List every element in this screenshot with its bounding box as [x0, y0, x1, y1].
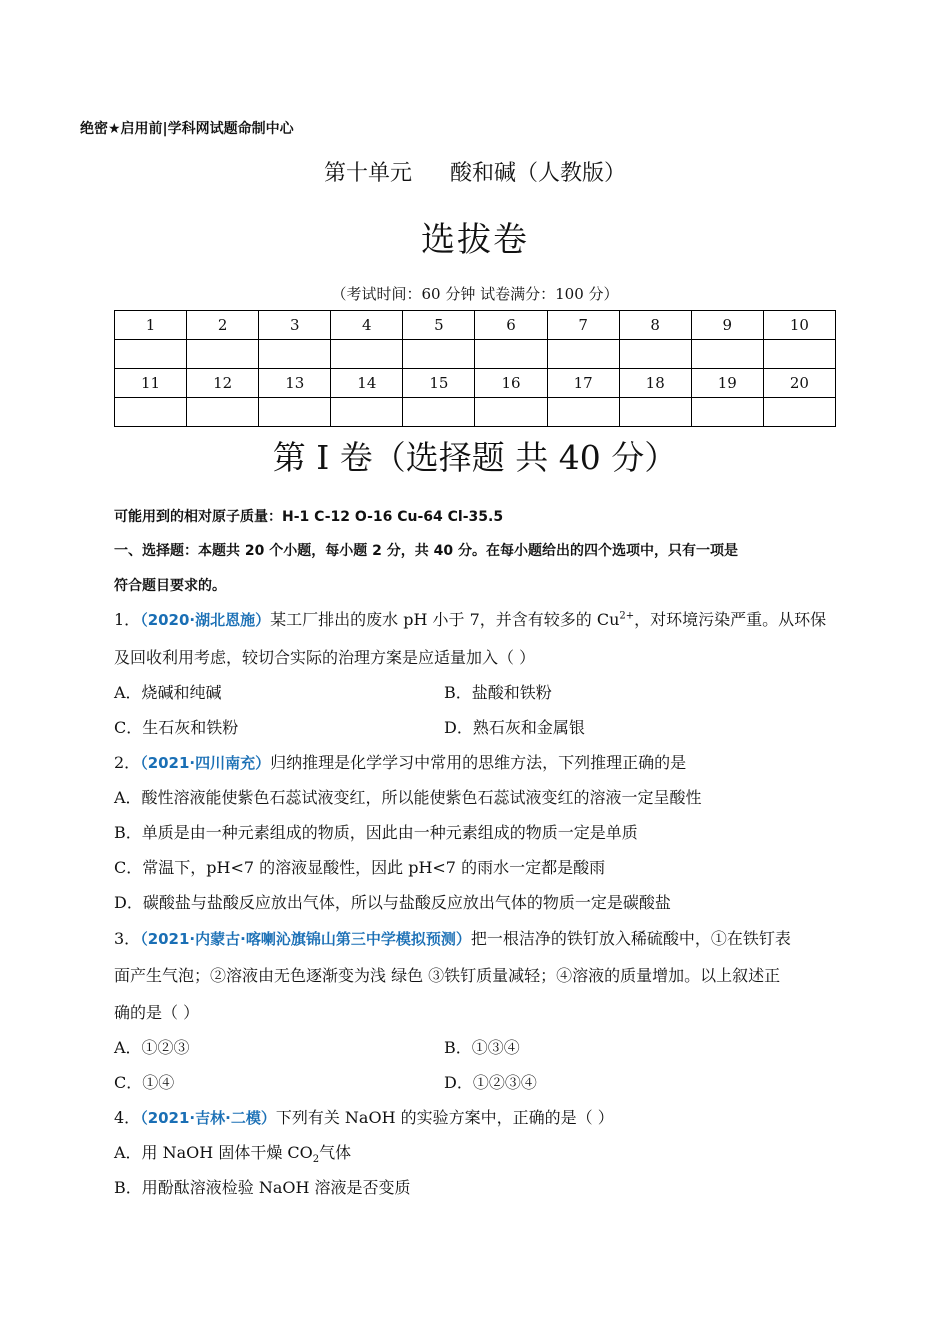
question-2-option-d[interactable]: D．碳酸盐与盐酸反应放出气体，所以与盐酸反应放出气体的物质一定是碳酸盐	[114, 893, 671, 912]
question-4-stem	[114, 1105, 614, 1128]
instruction-line-1: 一、选择题：本题共 20 个小题，每小题 2 分，共 40 分。在每小题给出的四个选项中，只有一项是	[114, 543, 738, 559]
answer-table-header-row-2	[115, 369, 836, 398]
answer-number-cell: 17	[547, 369, 619, 398]
answer-number-cell: 13	[259, 369, 331, 398]
volume-title: 第 I 卷（选择题 共 40 分）	[272, 438, 678, 477]
question-source: （2021·内蒙古·喀喇沁旗锦山第三中学模拟预测）	[140, 930, 471, 948]
answer-number-cell: 19	[691, 369, 763, 398]
question-number: 2．	[114, 753, 141, 772]
answer-blank-cell[interactable]	[691, 340, 763, 369]
answer-number-cell: 2	[187, 311, 259, 340]
answer-number-cell: 18	[619, 369, 691, 398]
question-3-option-a[interactable]: A．①②③	[114, 1038, 190, 1057]
answer-number-cell: 1	[115, 311, 187, 340]
answer-blank-cell[interactable]	[115, 340, 187, 369]
question-3-stem-line-3: 确的是（ ）	[114, 1003, 200, 1022]
answer-blank-cell[interactable]	[763, 398, 835, 427]
answer-number-cell: 14	[331, 369, 403, 398]
question-text: 归纳推理是化学学习中常用的思维方法，下列推理正确的是	[270, 753, 687, 772]
question-1-option-a[interactable]: A．烧碱和纯碱	[114, 683, 222, 702]
atomic-mass-line: 可能用到的相对原子质量：H-1 C-12 O-16 Cu-64 Cl-35.5	[114, 509, 504, 525]
answer-number-cell: 5	[403, 311, 475, 340]
answer-blank-cell[interactable]	[763, 340, 835, 369]
question-number: 4．	[114, 1108, 141, 1127]
answer-blank-cell[interactable]	[259, 340, 331, 369]
answer-blank-cell[interactable]	[403, 398, 475, 427]
answer-blank-cell[interactable]	[187, 340, 259, 369]
question-1-option-d[interactable]: D．熟石灰和金属银	[444, 718, 585, 737]
answer-table-blank-row-2	[115, 398, 836, 427]
answer-number-cell: 7	[547, 311, 619, 340]
answer-blank-cell[interactable]	[259, 398, 331, 427]
instruction-line-2: 符合题目要求的。	[114, 578, 226, 594]
paper-title: 选拔卷	[421, 220, 529, 260]
answer-blank-cell[interactable]	[475, 340, 547, 369]
answer-number-cell: 9	[691, 311, 763, 340]
answer-table-blank-row-1	[115, 340, 836, 369]
answer-blank-cell[interactable]	[331, 340, 403, 369]
answer-blank-cell[interactable]	[619, 340, 691, 369]
answer-number-cell: 3	[259, 311, 331, 340]
question-number: 3．	[114, 929, 141, 948]
answer-number-cell: 20	[763, 369, 835, 398]
answer-blank-cell[interactable]	[547, 340, 619, 369]
answer-blank-cell[interactable]	[403, 340, 475, 369]
question-3-option-d[interactable]: D．①②③④	[444, 1073, 537, 1092]
answer-table	[114, 310, 836, 427]
question-1-stem-line-2: 及回收利用考虑，较切合实际的治理方案是应适量加入（ ）	[114, 648, 536, 667]
question-4-option-a[interactable]	[114, 1140, 351, 1165]
question-3-stem	[114, 926, 791, 949]
answer-blank-cell[interactable]	[187, 398, 259, 427]
question-3-stem-line-2: 面产生气泡；②溶液由无色逐渐变为浅 绿色 ③铁钉质量减轻；④溶液的质量增加。以上叙述正	[114, 966, 781, 985]
answer-number-cell: 4	[331, 311, 403, 340]
question-2-option-c[interactable]: C．常温下，pH<7 的溶液显酸性，因此 pH<7 的雨水一定都是酸雨	[114, 858, 606, 877]
question-2-stem	[114, 750, 686, 773]
question-text: ，对环境污染严重。从环保	[634, 610, 827, 629]
subscript: 2	[312, 1154, 320, 1166]
answer-number-cell: 12	[187, 369, 259, 398]
question-source: （2020·湖北恩施）	[140, 611, 271, 629]
answer-blank-cell[interactable]	[619, 398, 691, 427]
answer-number-cell: 16	[475, 369, 547, 398]
question-2-option-b[interactable]: B．单质是由一种元素组成的物质，因此由一种元素组成的物质一定是单质	[114, 823, 638, 842]
question-number: 1．	[114, 610, 141, 629]
unit-title	[0, 156, 950, 187]
unit-name: 酸和碱（人教版）	[450, 161, 627, 186]
unit-number: 第十单元	[323, 161, 412, 186]
question-1-option-b[interactable]: B．盐酸和铁粉	[444, 683, 552, 702]
answer-table-header-row-1	[115, 311, 836, 340]
question-3-option-b[interactable]: B．①③④	[444, 1038, 520, 1057]
question-text: 把一根洁净的铁钉放入稀硫酸中，①在铁钉表	[470, 929, 791, 948]
option-text: 气体	[319, 1143, 352, 1162]
secret-label: 绝密★启用前|学科网试题命制中心	[80, 121, 294, 137]
answer-number-cell: 15	[403, 369, 475, 398]
question-1-stem	[114, 607, 826, 630]
answer-number-cell: 6	[475, 311, 547, 340]
answer-number-cell: 10	[763, 311, 835, 340]
answer-blank-cell[interactable]	[115, 398, 187, 427]
answer-blank-cell[interactable]	[547, 398, 619, 427]
answer-blank-cell[interactable]	[475, 398, 547, 427]
answer-blank-cell[interactable]	[331, 398, 403, 427]
question-3-option-c[interactable]: C．①④	[114, 1073, 175, 1092]
question-2-option-a[interactable]: A．酸性溶液能使紫色石蕊试液变红，所以能使紫色石蕊试液变红的溶液一定呈酸性	[114, 788, 702, 807]
question-text: 下列有关 NaOH 的实验方案中，正确的是（ ）	[275, 1108, 614, 1127]
question-source: （2021·四川南充）	[140, 754, 271, 772]
question-text: 某工厂排出的废水 pH 小于 7，并含有较多的 Cu	[270, 610, 620, 629]
answer-blank-cell[interactable]	[691, 398, 763, 427]
option-text: A．用 NaOH 固体干燥 CO	[114, 1143, 313, 1162]
question-source: （2021·吉林·二模）	[140, 1109, 276, 1127]
question-1-option-c[interactable]: C．生石灰和铁粉	[114, 718, 239, 737]
answer-number-cell: 11	[115, 369, 187, 398]
superscript: 2+	[619, 610, 635, 622]
question-4-option-b[interactable]: B．用酚酞溶液检验 NaOH 溶液是否变质	[114, 1178, 411, 1197]
exam-info: （考试时间：60 分钟 试卷满分：100 分）	[331, 285, 619, 303]
answer-number-cell: 8	[619, 311, 691, 340]
